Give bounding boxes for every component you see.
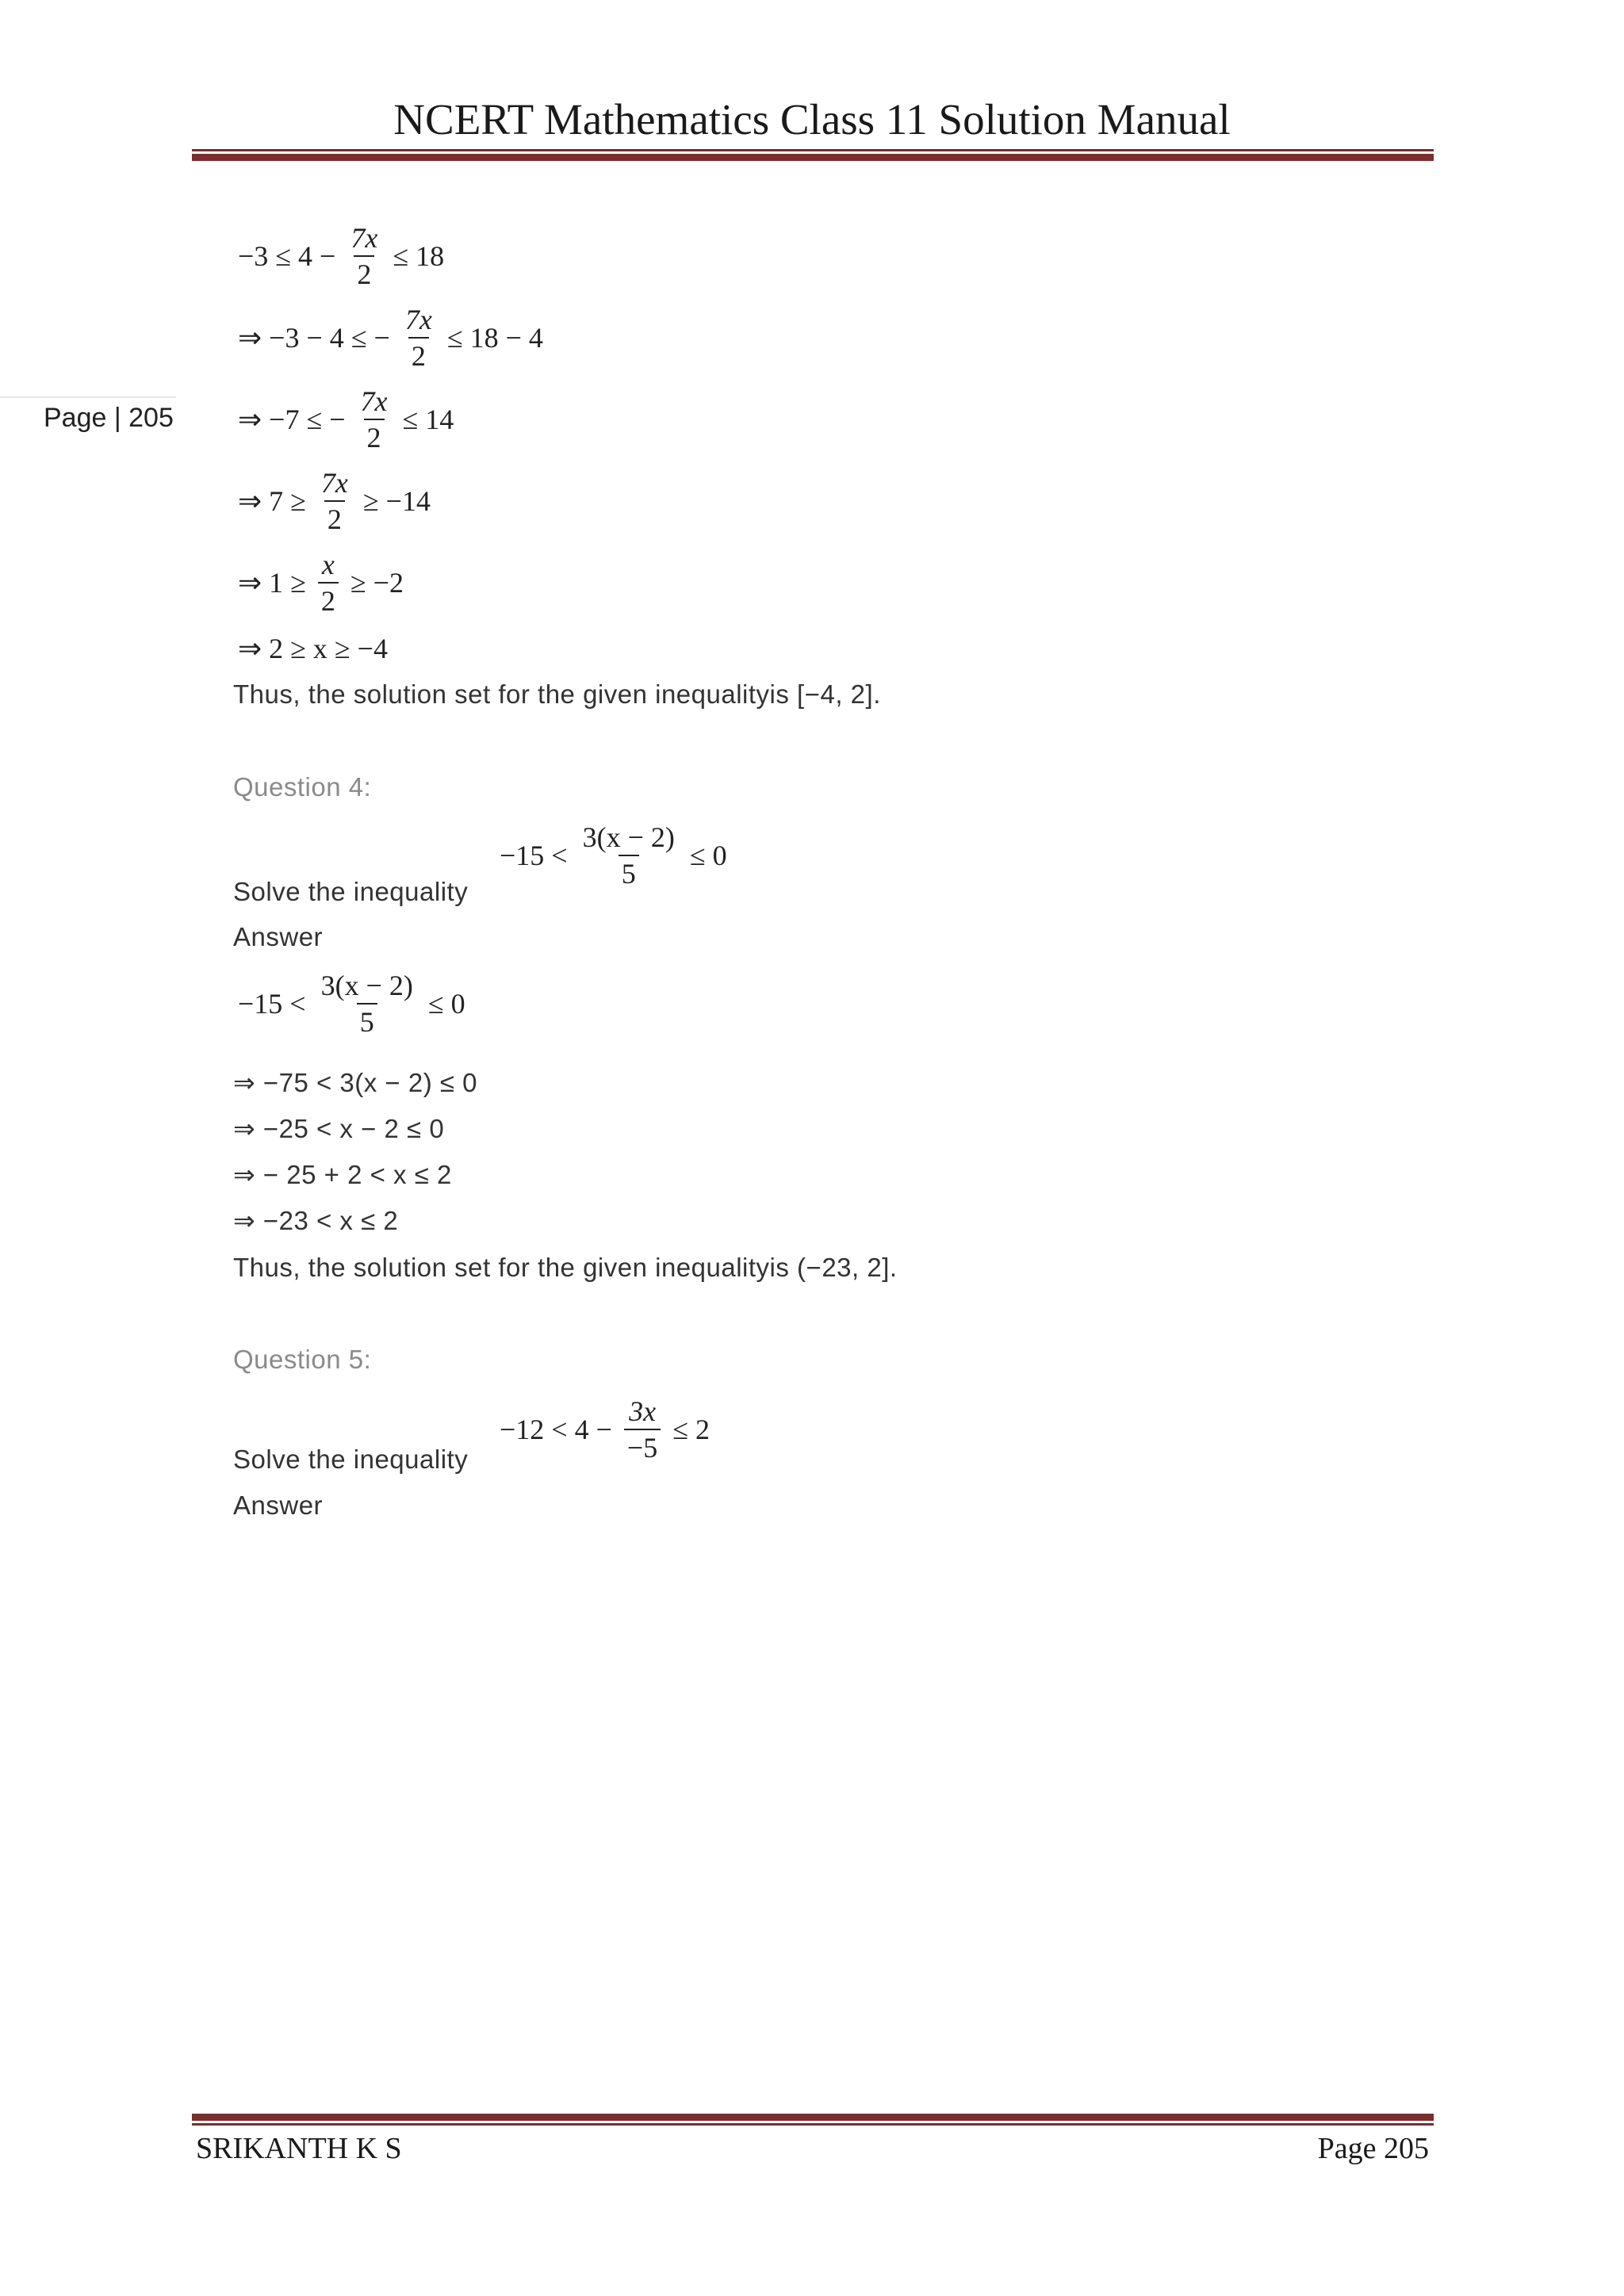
q4-answer-expression: −15 < $\frac{3(x - 2)}{5}$ ≤ 0 xyxy=(238,970,465,1038)
q4-answer-label: Answer xyxy=(233,922,324,951)
q3-step-4: ⇒ 7 ≥ $\frac{7x}{2}$ ≥ −14 xyxy=(238,467,431,535)
q5-heading: Question 5: xyxy=(233,1345,372,1374)
q3-step-3: ⇒ −7 ≤ − $\frac{7x}{2}$ ≤ 14 xyxy=(238,385,454,453)
page-header-title: NCERT Mathematics Class 11 Solution Manual xyxy=(393,95,1231,144)
q3-conclusion: Thus, the solution set for the given inequalityis [−4, 2]. xyxy=(233,679,881,709)
q4-expression: −15 < $\frac{3(x - 2)}{5}$ ≤ 0 xyxy=(500,821,727,890)
header-rule-thick xyxy=(192,154,1434,161)
q4-prompt: Solve the inequality xyxy=(233,877,469,906)
footer-page-number: Page 205 xyxy=(1317,2132,1429,2165)
q5-expression: −12 < 4 − $\frac{3x}{-5}$ ≤ 2 xyxy=(500,1395,710,1464)
q3-step-5: ⇒ 1 ≥ $\frac{x}{2}$ ≥ −2 xyxy=(238,549,404,617)
q5-answer-label: Answer xyxy=(233,1490,324,1520)
q5-prompt: Solve the inequality xyxy=(233,1445,469,1474)
footer-rule-thin xyxy=(192,2123,1434,2126)
q3-step-2: ⇒ −3 − 4 ≤ − $\frac{7x}{2}$ ≤ 18 − 4 xyxy=(238,304,543,372)
q3-step-1: −3 ≤ 4 − $\frac{7x}{2}$ ≤ 18 xyxy=(238,222,445,290)
q4-step-4: ⇒ −23 < x ≤ 2 xyxy=(233,1206,399,1235)
q4-step-1: ⇒ −75 < 3(x − 2) ≤ 0 xyxy=(233,1068,477,1097)
q4-step-3: ⇒ − 25 + 2 < x ≤ 2 xyxy=(233,1160,452,1189)
footer-rule-thick xyxy=(192,2114,1434,2121)
q3-step-6: ⇒ 2 ≥ x ≥ −4 xyxy=(238,633,388,664)
q4-step-2: ⇒ −25 < x − 2 ≤ 0 xyxy=(233,1114,445,1143)
margin-page-label: Page | 205 xyxy=(44,403,174,433)
header-rule-thin xyxy=(192,149,1434,151)
margin-divider xyxy=(0,396,176,398)
q4-heading: Question 4: xyxy=(233,772,372,802)
q4-conclusion: Thus, the solution set for the given inequalityis (−23, 2]. xyxy=(233,1253,898,1282)
footer-author: SRIKANTH K S xyxy=(196,2132,402,2165)
